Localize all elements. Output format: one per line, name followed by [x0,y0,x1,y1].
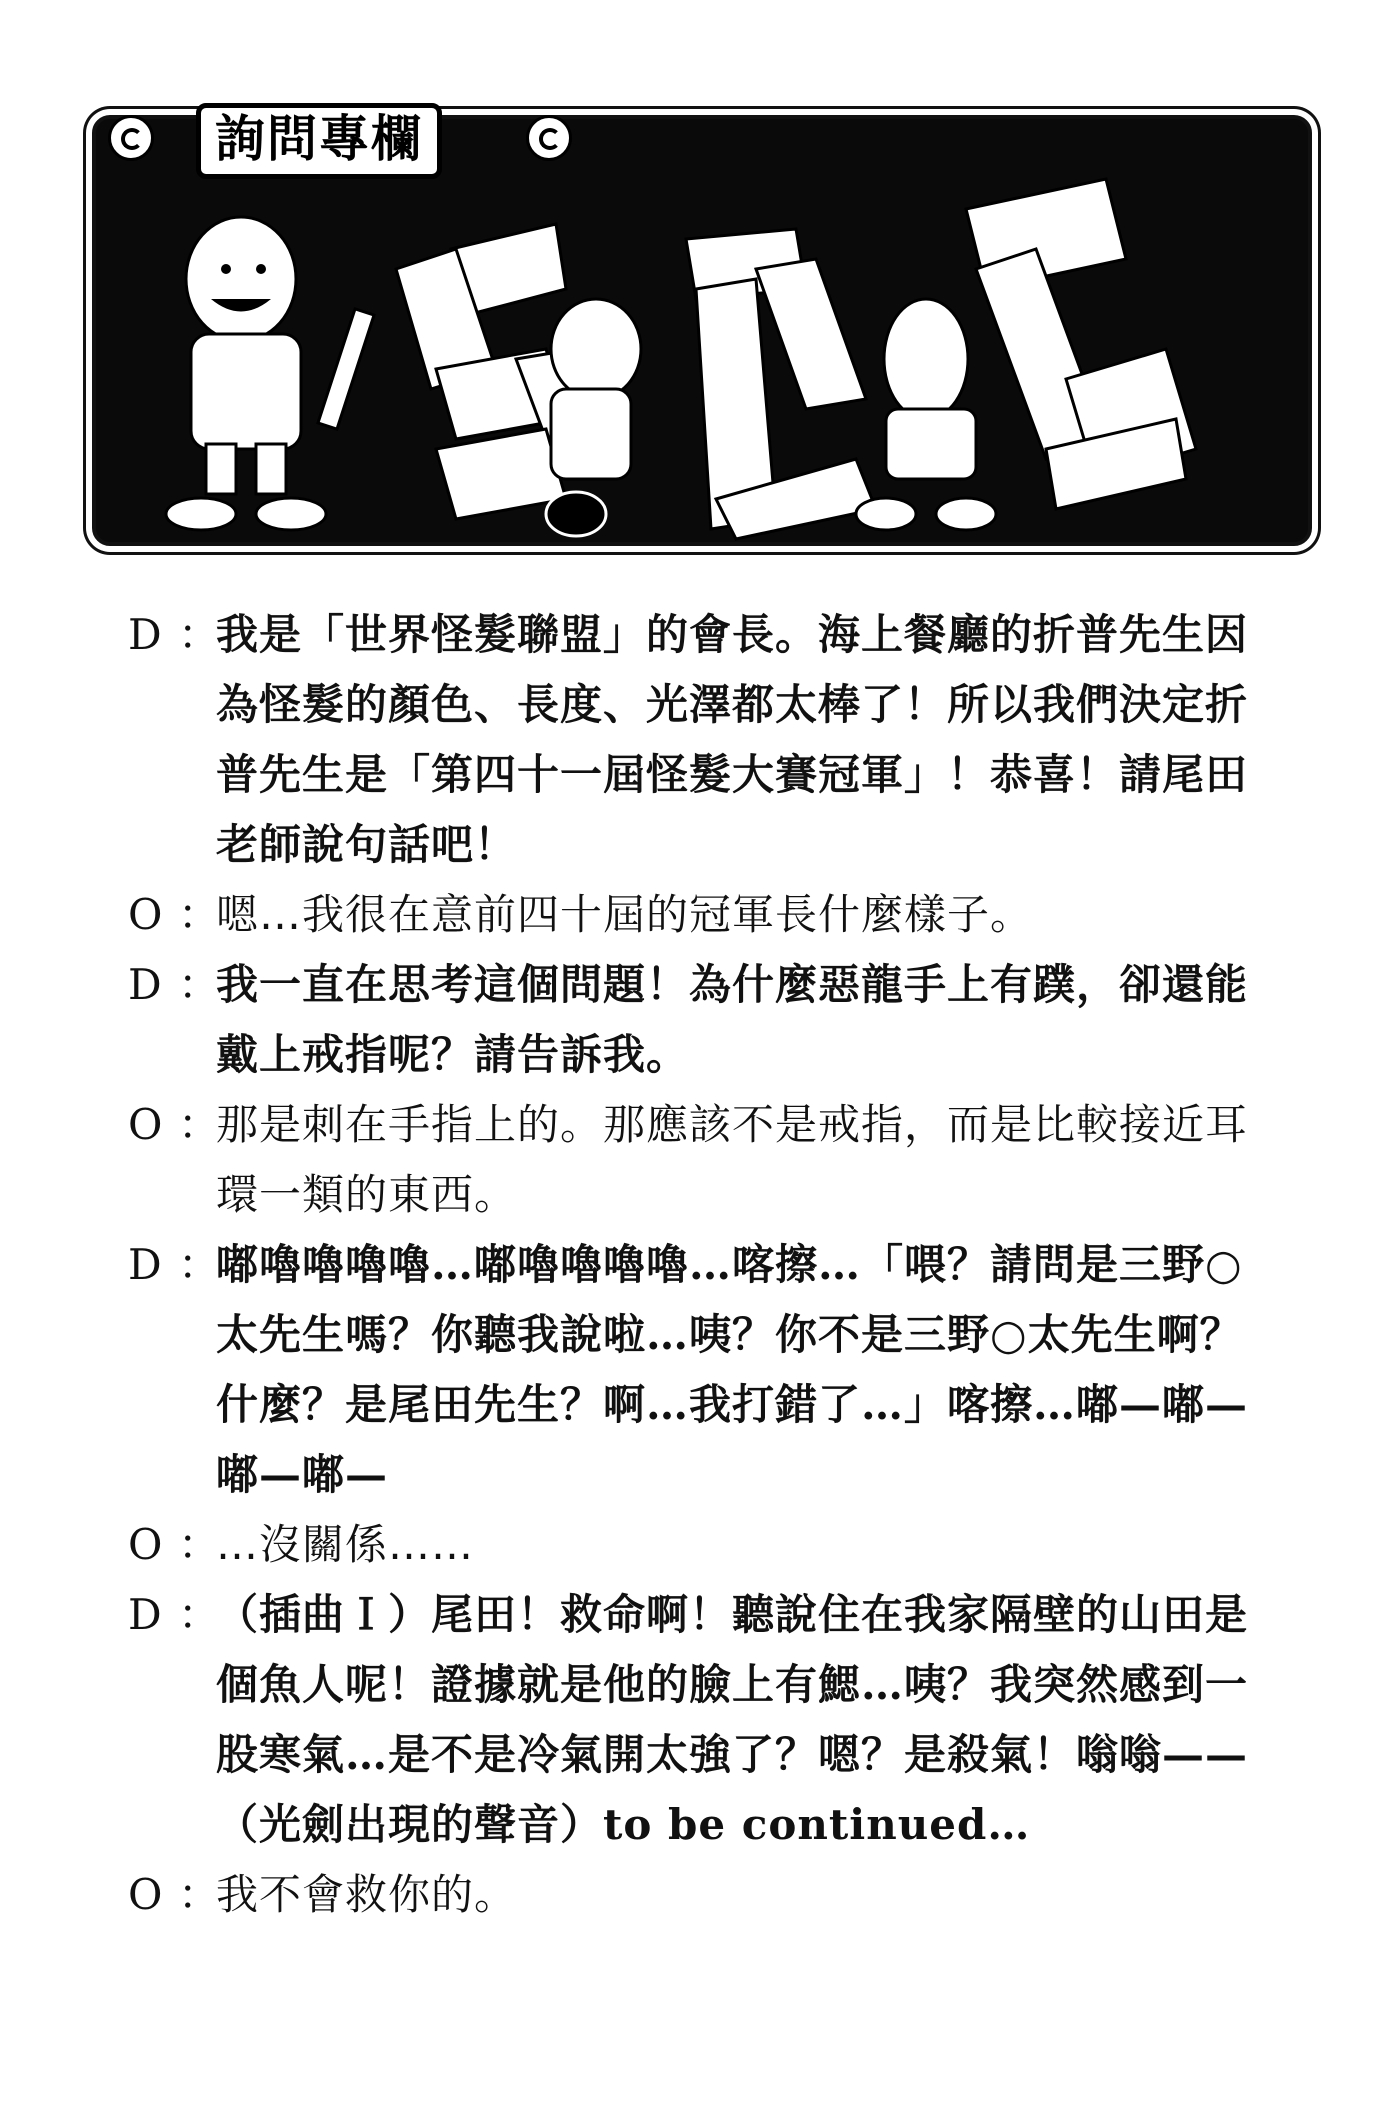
qa-entry-question [128,600,1278,880]
qa-entry-question [128,950,1278,1090]
qa-entry-question [128,1580,1278,1860]
speaker-label: D ： [128,1590,221,1639]
speaker-label: O ： [128,1870,221,1919]
qa-entry-question [128,1230,1278,1510]
swirl-ornament-right-icon [526,115,572,161]
speaker-label: O ： [128,1520,221,1569]
entry-text: 那是刺在手指上的。那應該不是戒指，而是比較接近耳 環一類的東西。 [216,1100,1249,1219]
speaker-label: O ： [128,890,221,939]
qa-entry-answer [128,1510,1278,1580]
swirl-ornament-left-icon [108,115,154,161]
entry-text: …沒關係…… [216,1520,475,1569]
entry-text: （插曲Ｉ）尾田！救命啊！聽說住在我家隔壁的山田是 個魚人呢！證據就是他的臉上有鰓…咦？我突然感到一 股寒氣…是不是冷氣開太強了？嗯？是殺氣！嗡嗡—— （光劍出現的聲音）to be continued… [216,1590,1249,1849]
speaker-label: D ： [128,1240,221,1289]
column-title: 詢問專欄 [196,103,442,179]
qa-entry-answer [128,1860,1278,1930]
entry-text: 我一直在思考這個問題！為什麼惡龍手上有蹼，卻還能 戴上戒指呢？請告訴我。 [216,960,1249,1079]
entry-text: 我不會救你的。 [216,1870,518,1919]
entry-text: 嗯…我很在意前四十屆的冠軍長什麼樣子。 [216,890,1034,939]
qa-entry-answer [128,880,1278,950]
entry-text: 我是「世界怪髮聯盟」的會長。海上餐廳的折普先生因 為怪髮的顏色、長度、光澤都太棒了！所以我們決定折 普先生是「第四十一屆怪髮大賽冠軍」！恭喜！請尾田 老師說句話吧！ [216,610,1249,869]
sbs-header-banner [92,110,1312,546]
entry-text: 嘟嚕嚕嚕嚕…嘟嚕嚕嚕嚕…喀擦…「喂？請問是三野○ 太先生嗎？你聽我說啦…咦？你不是三野○太先生啊？ 什麼？是尾田先生？啊…我打錯了…」喀擦…嘟—嘟— 嘟—嘟— [216,1240,1249,1499]
qa-entry-answer [128,1090,1278,1230]
speaker-label: D ： [128,960,221,1009]
speaker-label: D ： [128,610,221,659]
sbs-illustration [96,119,1308,542]
speaker-label: O ： [128,1100,221,1149]
qa-list [128,600,1278,1930]
